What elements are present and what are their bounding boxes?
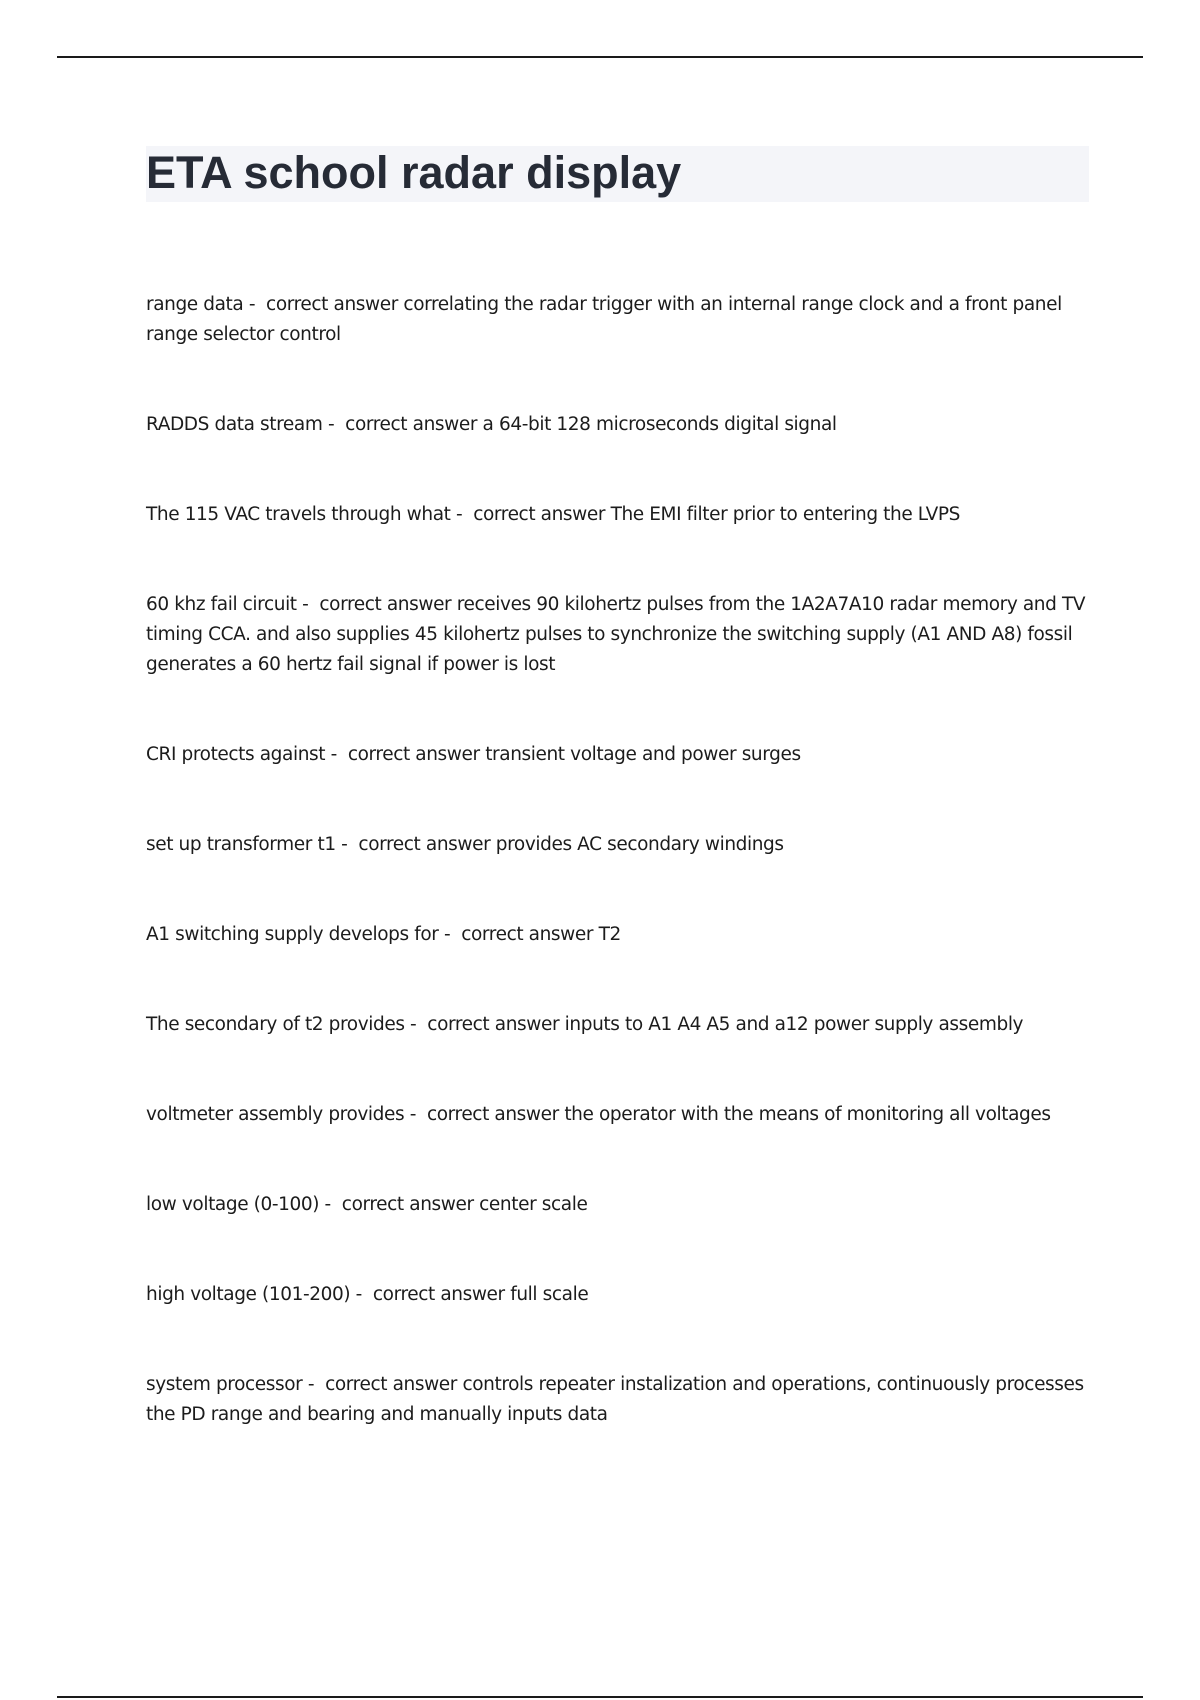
answer: transient voltage and power surges [485,744,801,765]
term: CRI protects against [146,744,326,765]
answer: center scale [479,1194,588,1215]
list-item [146,830,1096,860]
list-item [146,1190,1096,1220]
term: high voltage (101-200) [146,1284,351,1305]
term: The 115 VAC travels through what [146,504,451,525]
separator: - correct answer [335,834,496,855]
separator: - correct answer [302,1374,463,1395]
list-item [146,410,1096,440]
answer: T2 [598,924,621,945]
separator: - correct answer [243,294,404,315]
answer: receives 90 kilohertz pulses from the 1A2A7A10 radar memory and TV timing CCA. and also supplies 45 kilohertz pulses to synchronize the switching supply (A1 AND A8) fossil generates a 60 hertz fail signal if power is lost [146,594,1086,675]
term: system processor [146,1374,303,1395]
answer: full scale [510,1284,589,1305]
list-item [146,1010,1096,1040]
separator: - correct answer [404,1014,565,1035]
answer: controls repeater instalization and operations, continuously processes the PD range and bearing and manually inputs data [146,1374,1084,1425]
list-item [146,1370,1096,1430]
list-item [146,590,1096,680]
list-item [146,1280,1096,1310]
list-item [146,1100,1096,1130]
list-item [146,740,1096,770]
separator: - correct answer [325,744,486,765]
qa-list [146,290,1096,1490]
separator: - correct answer [438,924,599,945]
term: range data [146,294,244,315]
term: 60 khz fail circuit [146,594,297,615]
term: set up transformer t1 [146,834,336,855]
term: The secondary of t2 provides [146,1014,405,1035]
separator: - correct answer [350,1284,511,1305]
list-item [146,920,1096,950]
page-title: ETA school radar display [146,147,682,198]
separator: - correct answer [322,414,483,435]
answer: inputs to A1 A4 A5 and a12 power supply assembly [564,1014,1024,1035]
separator: - correct answer [404,1104,565,1125]
list-item [146,500,1096,530]
separator: - correct answer [450,504,611,525]
answer: correlating the radar trigger with an internal range clock and a front panel range selector control [146,294,1062,345]
bottom-divider [57,1696,1143,1698]
separator: - correct answer [319,1194,480,1215]
answer: provides AC secondary windings [495,834,784,855]
term: A1 switching supply develops for [146,924,439,945]
answer: a 64-bit 128 microseconds digital signal [482,414,837,435]
term: voltmeter assembly provides [146,1104,405,1125]
answer: The EMI filter prior to entering the LVPS [610,504,961,525]
answer: the operator with the means of monitoring all voltages [564,1104,1051,1125]
separator: - correct answer [296,594,457,615]
top-divider [57,56,1143,58]
term: low voltage (0-100) [146,1194,320,1215]
term: RADDS data stream [146,414,323,435]
list-item [146,290,1096,350]
